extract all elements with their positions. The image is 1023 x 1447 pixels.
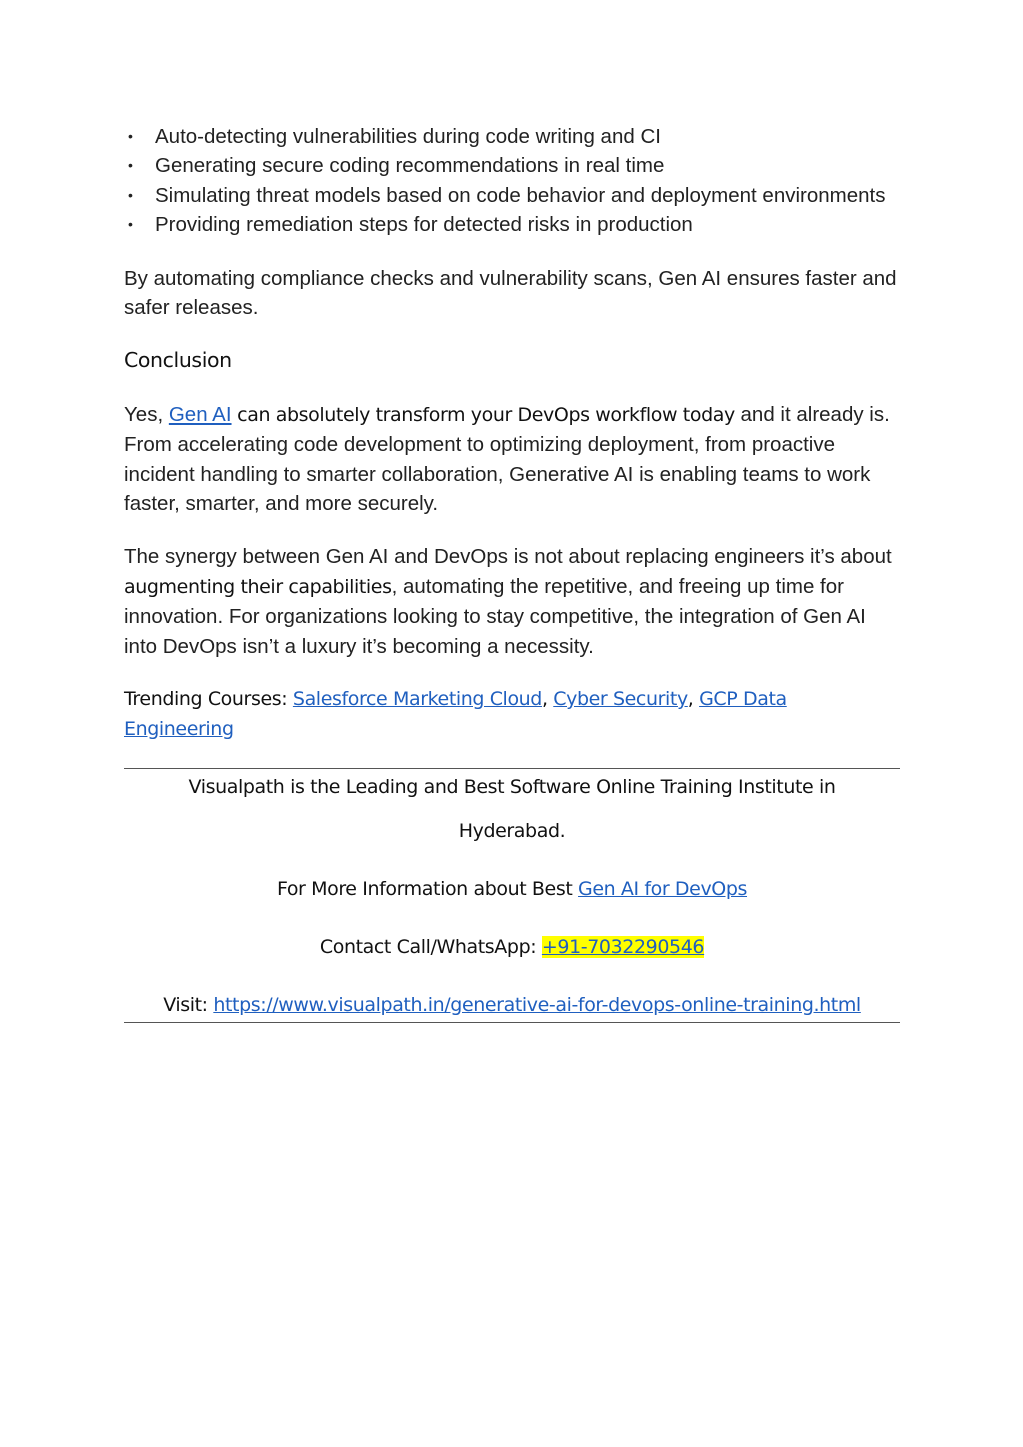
course-separator: ,: [541, 688, 554, 711]
more-info-line: [124, 872, 900, 906]
course-separator: ,: [687, 688, 700, 711]
document-page: [124, 122, 900, 1023]
institute-line-1: Visualpath is the Leading and Best Software Online Training Institute in: [188, 775, 836, 798]
bullet-icon: •: [128, 186, 133, 203]
list-item: [124, 151, 900, 180]
conclusion-heading: Conclusion: [124, 348, 232, 373]
list-item-text: Simulating threat models based on code behavior and deployment environments: [155, 183, 886, 207]
course-link-cyber-security[interactable]: Cyber Security: [553, 688, 688, 711]
footer-block: [124, 770, 900, 1022]
conclusion-rest: and it already is. From accelerating code development to optimizing deployment, from proactive incident handling to smarter collaboration, Generative AI is enabling teams to work faster, smarter, and more securely.: [124, 402, 890, 516]
automation-paragraph: By automating compliance checks and vulnerability scans, Gen AI ensures faster and safer releases.: [124, 266, 897, 320]
list-item: [124, 181, 900, 210]
phone-link[interactable]: +91-7032290546: [541, 935, 705, 958]
more-info-label: For More Information about Best: [276, 877, 579, 900]
contact-line: [124, 930, 900, 964]
course-link-salesforce[interactable]: Salesforce Marketing Cloud: [292, 688, 542, 711]
visit-label: Visit:: [163, 993, 214, 1016]
feature-list: [124, 122, 900, 240]
list-item-text: Generating secure coding recommendations in real time: [155, 154, 665, 178]
trending-label: Trending Courses:: [124, 688, 293, 711]
trending-courses: [124, 685, 900, 744]
synergy-prefix: The synergy between Gen AI and DevOps is not about replacing engineers it’s about: [124, 545, 892, 569]
list-item-text: Providing remediation steps for detected risks in production: [155, 213, 693, 237]
visit-line: [124, 988, 900, 1022]
synergy-emphasis: augmenting their capabilities: [124, 575, 392, 598]
conclusion-paragraph: [124, 400, 900, 519]
conclusion-emphasis: can absolutely transform your DevOps workflow today: [231, 403, 735, 426]
bullet-icon: •: [128, 216, 133, 233]
list-item-text: Auto-detecting vulnerabilities during code writing and CI: [155, 125, 661, 148]
synergy-paragraph: [124, 542, 900, 661]
institute-line-2: Hyderabad.: [458, 819, 566, 842]
visit-url-link[interactable]: https://www.visualpath.in/generative-ai-for-devops-online-training.html: [213, 993, 861, 1016]
list-item: [124, 122, 900, 151]
gen-ai-link[interactable]: Gen AI: [168, 402, 232, 426]
footer-top-divider: [124, 768, 900, 769]
course-link-gcp-data-engineering[interactable]: GCP Data Engineering: [124, 688, 787, 740]
synergy-rest: , automating the repetitive, and freeing up time for innovation. For organizations looking to stay competitive, the integration of Gen AI into DevOps isn’t a luxury it’s becoming a necessity.: [124, 574, 866, 658]
gen-ai-devops-link[interactable]: Gen AI for DevOps: [578, 877, 748, 900]
conclusion-prefix: Yes,: [124, 402, 169, 426]
bullet-icon: •: [128, 157, 133, 174]
list-item: [124, 210, 900, 239]
bullet-icon: •: [128, 128, 133, 144]
footer-bottom-divider: [124, 1022, 900, 1023]
contact-label: Contact Call/WhatsApp:: [319, 935, 542, 958]
